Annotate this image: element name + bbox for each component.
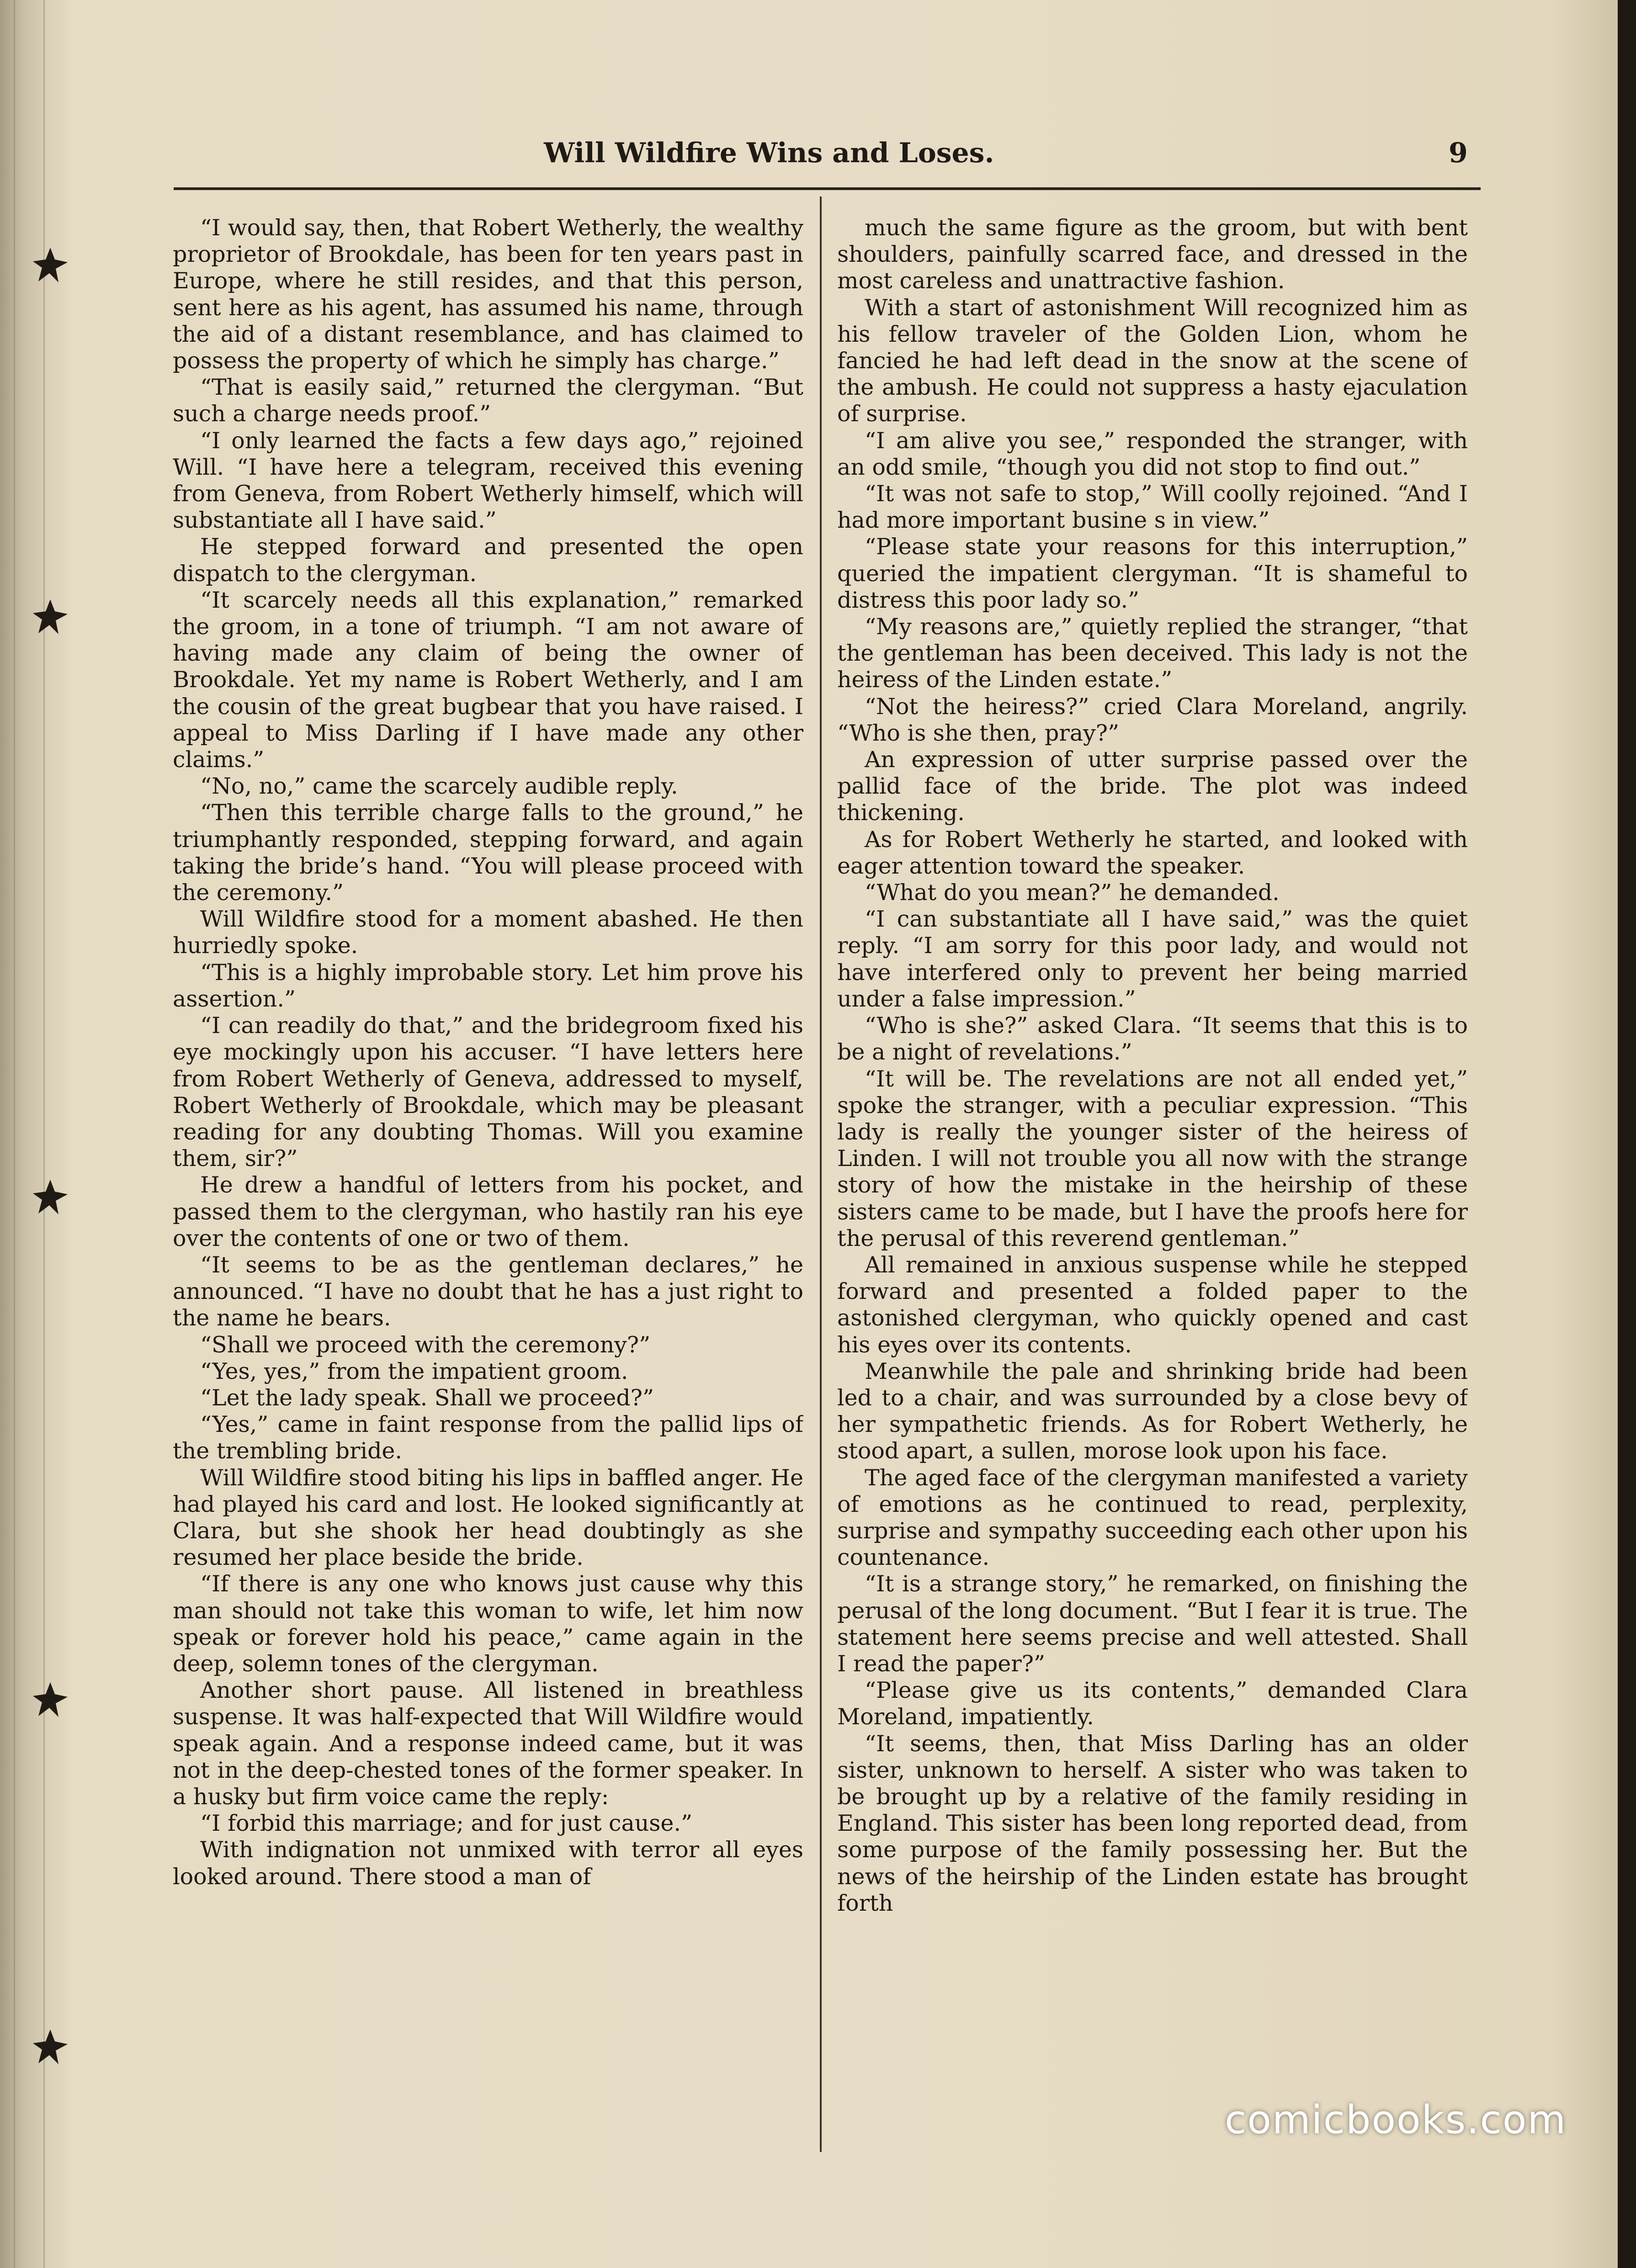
paragraph: “If there is any one who knows just cause why this man should not take this woman to wife, let him now speak or forever hold his peace,” came again in the deep, solemn tones of the clergyman.	[173, 1571, 803, 1677]
paragraph: “I forbid this marriage; and for just cause.”	[200, 1810, 693, 1837]
paragraph: “It seems, then, that Miss Darling has an older sister, unknown to herself. A sister who was taken to be brought up by a relative of the family residing in England. This sister has been long reported dead, from some purpose of the family possessing her. But the news of the heirship of the Linden estate has brought forth	[837, 1730, 1468, 1916]
paragraph: He stepped forward and presented the open dispatch to the clergyman.	[173, 534, 803, 587]
paragraph: “It seems to be as the gentleman declares,” he announced. “I have no doubt that he has a just right to the name he bears.	[173, 1251, 803, 1331]
page-gutter	[0, 0, 69, 2268]
binding-hole-icon	[32, 1179, 69, 1215]
paragraph: All remained in anxious suspense while he stepped forward and presented a folded paper to the astonished clergyman, who quickly opened and cast his eyes over its contents.	[837, 1251, 1468, 1358]
paragraph: As for Robert Wetherly he started, and looked with eager attention toward the speaker.	[837, 826, 1468, 879]
paragraph: Will Wildfire stood biting his lips in baffled anger. He had played his card and lost. He looked significantly at Clara, but she shook her head doubtingly as she resumed her place beside the bride.	[173, 1464, 803, 1571]
paragraph: “Please state your reasons for this interruption,” queried the impatient clergyman. “It is shameful to distress this poor lady so.”	[837, 534, 1468, 613]
left-text-column	[173, 215, 803, 2170]
running-title: Will Wildfire Wins and Loses.	[544, 137, 994, 169]
paragraph: He drew a handful of letters from his pocket, and passed them to the clergyman, who hastily ran his eye over the contents of one or two of them.	[173, 1172, 803, 1251]
paragraph: “Shall we proceed with the ceremony?”	[200, 1331, 651, 1358]
watermark-logo: comicbooks.com	[1225, 2097, 1567, 2143]
gutter-line	[14, 0, 15, 2268]
paragraph: “It was not safe to stop,” Will coolly rejoined. “And I had more important busine s in view.”	[837, 481, 1468, 534]
header-rule	[174, 187, 1481, 190]
paragraph: “It scarcely needs all this explanation,” remarked the groom, in a tone of triumph. “I am not aware of having made any claim of being the owner of Brookdale. Yet my name is Robert Wetherly, and I am the cousin of the great bugbear that you have raised. I appeal to Miss Darling if I have made any other claims.”	[173, 587, 803, 773]
paragraph: “Then this terrible charge falls to the ground,” he triumphantly responded, stepping forward, and again taking the bride’s hand. “You will please proceed with the ceremony.”	[173, 800, 803, 906]
paragraph: “What do you mean?” he demanded.	[865, 880, 1280, 906]
paragraph: An expression of utter surprise passed over the pallid face of the bride. The plot was indeed thickening.	[837, 747, 1468, 826]
binding-hole-icon	[32, 1681, 69, 1718]
paragraph: “I can substantiate all I have said,” was the quiet reply. “I am sorry for this poor lady, and would not have interfered only to prevent her being married under a false impression.”	[837, 906, 1468, 1012]
paragraph: “My reasons are,” quietly replied the stranger, “that the gentleman has been deceived. This lady is not the heiress of the Linden estate.”	[837, 614, 1468, 693]
paragraph: “Let the lady speak. Shall we proceed?”	[200, 1384, 654, 1411]
paragraph: “Yes,” came in faint response from the pallid lips of the trembling bride.	[173, 1411, 803, 1464]
paragraph: “Please give us its contents,” demanded Clara Moreland, impatiently.	[837, 1677, 1468, 1730]
gutter-line	[43, 0, 45, 2268]
paragraph: “That is easily said,” returned the clergyman. “But such a charge needs proof.”	[173, 374, 803, 427]
binding-hole-icon	[32, 2029, 69, 2065]
paragraph: “Yes, yes,” from the impatient groom.	[200, 1358, 628, 1384]
scan-background-edge	[1618, 0, 1636, 2268]
paragraph: “It is a strange story,” he remarked, on finishing the perusal of the long document. “But I fear it is true. The statement here seems precise and well attested. Shall I read the paper?”	[837, 1571, 1468, 1677]
paragraph: “I am alive you see,” responded the stranger, with an odd smile, “though you did not stop to find out.”	[837, 427, 1468, 480]
paragraph: Will Wildfire stood for a moment abashed. He then hurriedly spoke.	[173, 906, 803, 959]
binding-hole-icon	[32, 247, 69, 283]
paragraph: “I can readily do that,” and the bridegroom fixed his eye mockingly upon his accuser. “I have letters here from Robert Wetherly of Geneva, addressed to myself, Robert Wetherly of Brookdale, which may be pleasant reading for any doubting Thomas. Will you examine them, sir?”	[173, 1012, 803, 1172]
paragraph: “I would say, then, that Robert Wetherly, the wealthy proprietor of Brookdale, has been for ten years past in Europe, where he still resides, and that this person, sent here as his agent, has assumed his name, through the aid of a distant resemblance, and has claimed to possess the property of which he simply has charge.”	[173, 215, 803, 374]
paragraph: much the same figure as the groom, but with bent shoulders, painfully scarred face, and dressed in the most careless and unattractive fashion.	[837, 215, 1468, 294]
paragraph: The aged face of the clergyman manifested a variety of emotions as he continued to read, perplexity, surprise and sympathy succeeding each other upon his countenance.	[837, 1464, 1468, 1571]
paragraph: Meanwhile the pale and shrinking bride had been led to a chair, and was surrounded by a close bevy of her sympathetic friends. As for Robert Wetherly, he stood apart, a sullen, morose look upon his face.	[837, 1358, 1468, 1464]
right-text-column	[837, 215, 1468, 2170]
paragraph: With a start of astonishment Will recognized him as his fellow traveler of the Golden Lion, whom he fancied he had left dead in the snow at the scene of the ambush. He could not suppress a hasty ejaculation of surprise.	[837, 294, 1468, 427]
page-number: 9	[1449, 137, 1468, 169]
paragraph: “It will be. The revelations are not all ended yet,” spoke the stranger, with a peculiar expression. “This lady is really the younger sister of the heiress of Linden. I will not trouble you all now with the strange story of how the mistake in the heirship of these sisters came to be made, but I have the proofs here for the perusal of this reverend gentleman.”	[837, 1065, 1468, 1251]
paragraph: Another short pause. All listened in breathless suspense. It was half-expected that Will Wildfire would speak again. And a response indeed came, but it was not in the deep-chested tones of the former speaker. In a husky but firm voice came the reply:	[173, 1677, 803, 1810]
column-divider	[820, 196, 822, 2152]
paragraph: “Who is she?” asked Clara. “It seems that this is to be a night of revelations.”	[837, 1012, 1468, 1065]
paragraph: “No, no,” came the scarcely audible reply.	[200, 773, 678, 800]
binding-hole-icon	[32, 599, 69, 635]
paragraph: “Not the heiress?” cried Clara Moreland, angrily. “Who is she then, pray?”	[837, 693, 1468, 746]
paragraph: With indignation not unmixed with terror all eyes looked around. There stood a man of	[173, 1837, 803, 1890]
paragraph: “This is a highly improbable story. Let him prove his assertion.”	[173, 959, 803, 1012]
paragraph: “I only learned the facts a few days ago,” rejoined Will. “I have here a telegram, received this evening from Geneva, from Robert Wetherly himself, which will substantiate all I have said.”	[173, 427, 803, 534]
